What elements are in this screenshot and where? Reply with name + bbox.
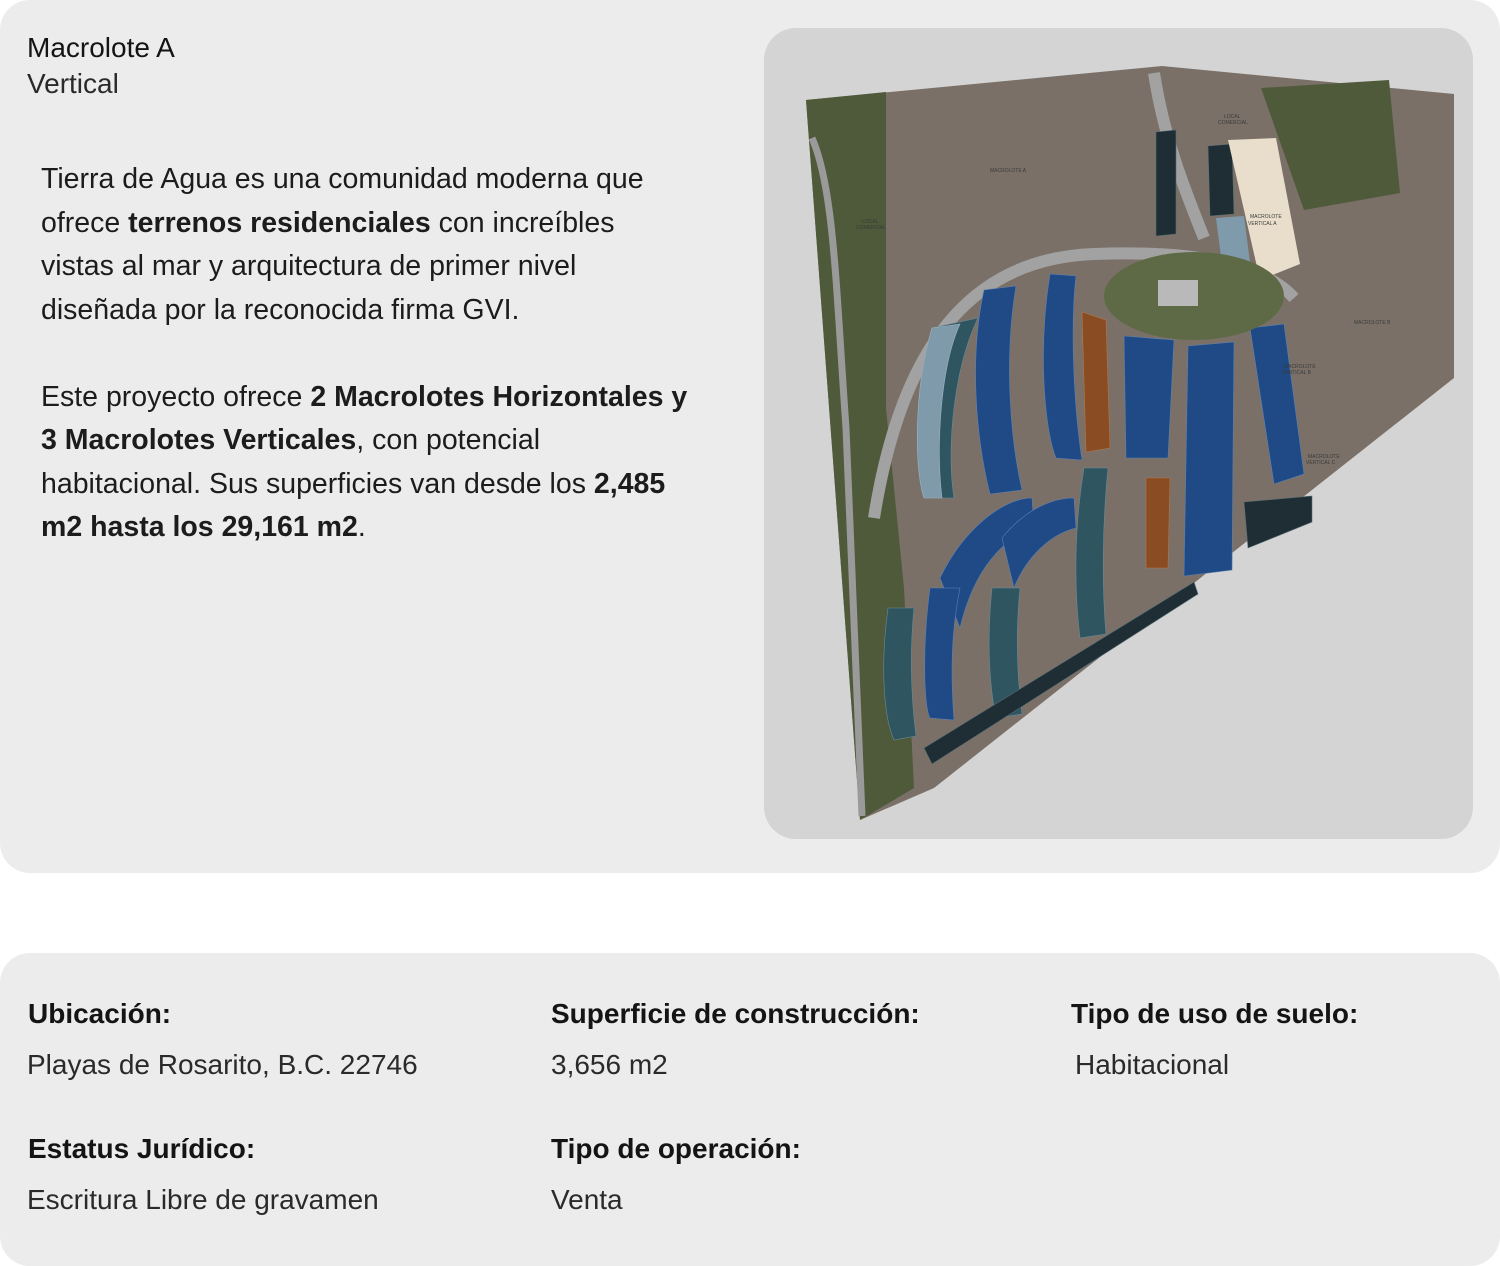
body-text: . <box>357 511 366 543</box>
estatus-label: Estatus Jurídico: <box>28 1133 256 1164</box>
highlight-text: terrenos residenciales <box>128 206 431 239</box>
label-local-comercial-2a: LOCAL <box>1224 114 1241 120</box>
description <box>41 158 691 550</box>
label-vertical-b-1: MACROLOTE <box>1284 364 1316 370</box>
label-macrolote-a: MACROLOTE A <box>990 168 1027 174</box>
uso-suelo-label: Tipo de uso de suelo: <box>1071 998 1359 1029</box>
label-vertical-a-1: MACROLOTE <box>1250 214 1282 220</box>
page-title: Macrolote A <box>27 32 175 63</box>
highlight-text: 2,485 m2 hasta los 29,161 m2 <box>41 467 666 543</box>
label-macrolote-b: MACROLOTE B <box>1354 320 1391 326</box>
estatus-value: Escritura Libre de gravamen <box>27 1184 379 1215</box>
masterplan-map[interactable] <box>764 28 1473 839</box>
label-local-comercial-1a: LOCAL <box>862 219 879 225</box>
operacion-label: Tipo de operación: <box>551 1133 801 1164</box>
label-local-comercial-2b: COMERCIAL <box>1218 120 1248 126</box>
body-text: Tierra de Agua es una comunidad moderna que ofrece <box>41 163 644 239</box>
body-text: con increíbles vistas al mar y arquitectura de primer nivel diseñada por la reconocida firma GVI. <box>41 206 615 326</box>
description-paragraph-2 <box>41 376 691 550</box>
superficie-label: Superficie de construcción: <box>551 998 920 1029</box>
operacion-value: Venta <box>551 1184 623 1215</box>
body-text: Este proyecto ofrece <box>41 380 311 413</box>
label-vertical-a-2: VERTICAL A <box>1248 221 1277 227</box>
body-text: , con potencial habitacional. Sus superficies van desde los <box>41 424 594 500</box>
highlight-text: 2 Macrolotes Horizontales y 3 Macrolotes Verticales <box>41 380 688 456</box>
uso-suelo-value: Habitacional <box>1075 1049 1230 1080</box>
page-subtitle: Vertical <box>27 68 119 99</box>
ubicacion-value: Playas de Rosarito, B.C. 22746 <box>27 1049 418 1080</box>
details-card <box>0 953 1500 1266</box>
masterplan-svg <box>764 28 1473 839</box>
superficie-value: 3,656 m2 <box>551 1049 668 1080</box>
clubhouse <box>1158 280 1198 306</box>
label-vertical-b-2: VERTICAL B <box>1282 370 1311 376</box>
description-paragraph-1 <box>41 158 691 332</box>
label-local-comercial-1b: COMERCIAL <box>856 225 886 231</box>
label-vertical-c-2: VERTICAL C <box>1306 460 1336 466</box>
ubicacion-label: Ubicación: <box>28 998 172 1029</box>
label-vertical-c-1: MACROLOTE <box>1308 454 1340 460</box>
